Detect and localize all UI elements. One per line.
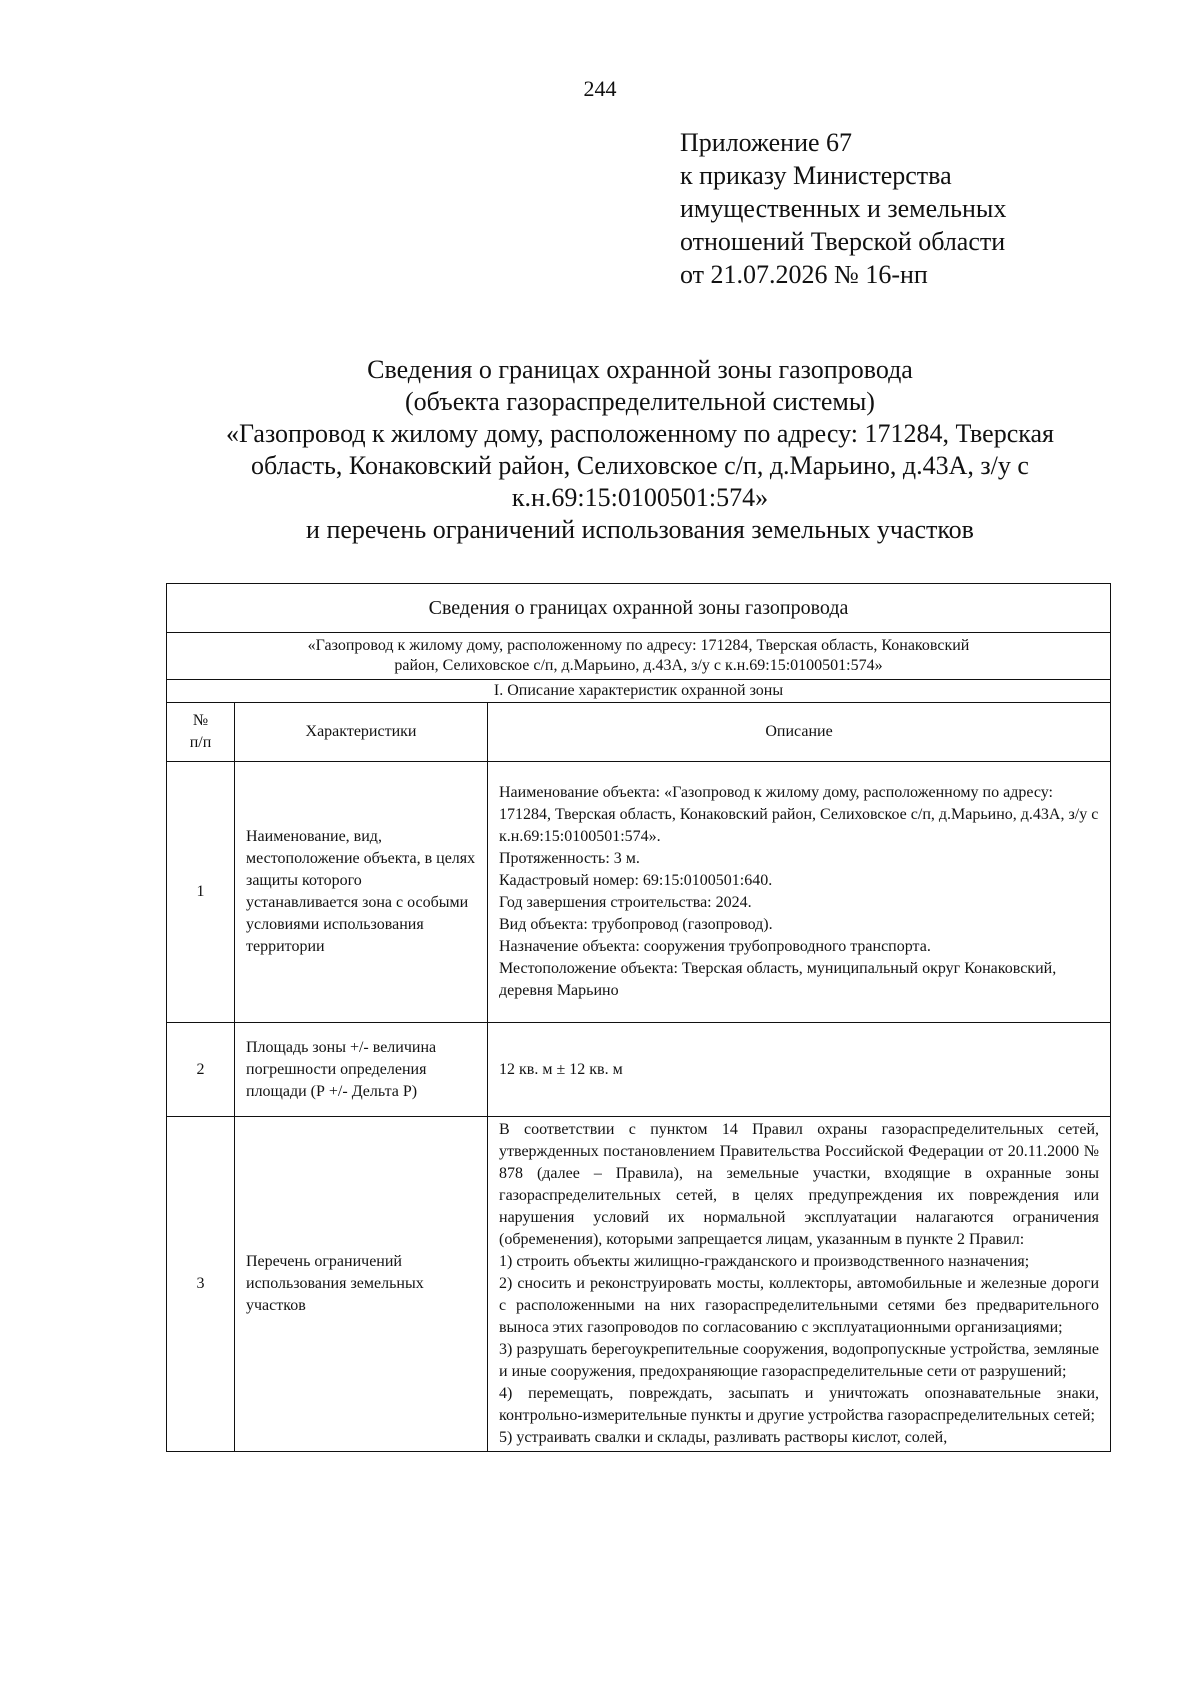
column-header-description: Описание: [488, 703, 1111, 762]
column-header-characteristics: Характеристики: [235, 703, 488, 762]
title-line: и перечень ограничений использования земельных участков: [306, 515, 974, 544]
appendix-line: имущественных и земельных: [680, 194, 1007, 223]
appendix-block: [680, 126, 1120, 291]
appendix-line: от 21.07.2026 № 16-нп: [680, 260, 928, 289]
row-number: 2: [167, 1023, 235, 1117]
table-row: [167, 1117, 1111, 1452]
table-main-header: Сведения о границах охранной зоны газопровода: [167, 584, 1111, 633]
appendix-line: отношений Тверской области: [680, 227, 1006, 256]
title-line: «Газопровод к жилому дому, расположенному по адресу: 171284, Тверская: [226, 419, 1054, 448]
title-line: Сведения о границах охранной зоны газопровода: [367, 355, 913, 384]
description-line: Наименование объекта: «Газопровод к жилому дому, расположенному по адресу: 171284, Тверская область, Конаковский район, Селиховское с/п, д.Марьино, д.43А, з/у с к.н.69:15:0100501:574».: [499, 784, 1099, 845]
object-name-line: «Газопровод к жилому дому, расположенному по адресу: 171284, Тверская область, Конаковский: [307, 637, 970, 654]
section-title: I. Описание характеристик охранной зоны: [167, 680, 1111, 703]
row-number: 1: [167, 762, 235, 1023]
description-line: 1) строить объекты жилищно-гражданского и производственного назначения;: [499, 1253, 1030, 1270]
row-description: [488, 762, 1111, 1023]
row-description: [488, 1023, 1111, 1117]
page-number: 244: [583, 76, 617, 101]
description-line: 2) сносить и реконструировать мосты, коллекторы, автомобильные и железные дороги с расположенными на них газораспределительными сетями без предварительного выноса этих газопроводов по согласованию с эксплуатационными организациями;: [499, 1275, 1100, 1336]
row-description: [488, 1117, 1111, 1452]
column-header-number-line: п/п: [189, 734, 212, 751]
row-number: 3: [167, 1117, 235, 1452]
row-characteristic: Наименование, вид, местоположение объекта, в целях защиты которого устанавливается зона с особыми условиями использования территории: [235, 762, 488, 1023]
description-line: Год завершения строительства: 2024.: [499, 894, 752, 911]
title-line: область, Конаковский район, Селиховское с/п, д.Марьино, д.43А, з/у с: [251, 451, 1029, 480]
document-title: [150, 354, 1130, 546]
description-line: 12 кв. м ± 12 кв. м: [499, 1060, 623, 1078]
description-line: Назначение объекта: сооружения трубопроводного транспорта.: [499, 938, 931, 955]
zone-info-table: [166, 583, 1111, 1452]
description-line: В соответствии с пунктом 14 Правил охраны газораспределительных сетей, утвержденных постановлением Правительства Российской Федерации от 20.11.2000 № 878 (далее – Правила), на земельные участки, входящие в охранные зоны газораспределительных сетей, в целях предупреждения их повреждения или нарушения условий их нормальной эксплуатации налагаются ограничения (обременения), которыми запрещается лицам, указанным в пункте 2 Правил:: [499, 1121, 1100, 1248]
appendix-line: к приказу Министерства: [680, 161, 952, 190]
description-line: Местоположение объекта: Тверская область, муниципальный округ Конаковский, деревня Марьино: [499, 960, 1057, 999]
description-line: Вид объекта: трубопровод (газопровод).: [499, 916, 773, 933]
title-line: (объекта газораспределительной системы): [405, 387, 875, 416]
object-name-line: район, Селиховское с/п, д.Марьино, д.43А, з/у с к.н.69:15:0100501:574»: [394, 657, 883, 674]
description-line: 3) разрушать берегоукрепительные сооружения, водопропускные устройства, земляные и иные сооружения, предохраняющие газораспределительные сети от разрушений;: [499, 1341, 1100, 1380]
column-header-number: [167, 703, 235, 762]
row-characteristic: Перечень ограничений использования земельных участков: [235, 1117, 488, 1452]
title-line: к.н.69:15:0100501:574»: [511, 483, 769, 512]
description-line: 5) устраивать свалки и склады, разливать растворы кислот, солей,: [499, 1429, 948, 1446]
table-row: [167, 1023, 1111, 1117]
description-line: 4) перемещать, повреждать, засыпать и уничтожать опознавательные знаки, контрольно-измерительные пункты и другие устройства газораспределительных сетей;: [499, 1385, 1100, 1424]
description-line: Кадастровый номер: 69:15:0100501:640.: [499, 872, 773, 889]
appendix-line: Приложение 67: [680, 128, 853, 157]
row-characteristic: Площадь зоны +/- величина погрешности определения площади (Р +/- Дельта Р): [235, 1023, 488, 1117]
column-header-number-line: №: [192, 712, 209, 729]
table-row: [167, 762, 1111, 1023]
table-object-name: [167, 633, 1111, 680]
description-line: Протяженность: 3 м.: [499, 850, 640, 867]
